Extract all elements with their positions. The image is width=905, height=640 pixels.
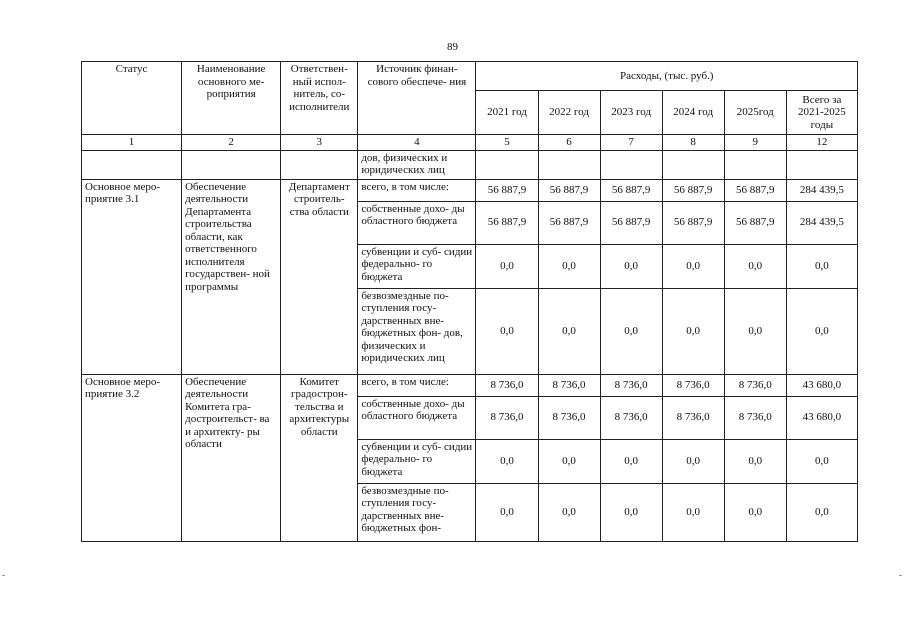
carryover-empty-cell [662,150,724,179]
carryover-empty-cell [600,150,662,179]
carryover-empty-cell [182,150,281,179]
year-value: 0,0 [662,244,724,288]
funding-source: безвозмездные по- ступления госу- дарственных вне- бюджетных фон- [358,483,476,541]
column-number: 9 [724,135,786,151]
carryover-row [82,150,858,179]
header-year-2024: 2024 год [662,91,724,135]
year-value: 56 887,9 [662,179,724,201]
year-value: 8 736,0 [662,396,724,439]
header-source: Источник финан- сового обеспече- ния [358,62,476,135]
measure-name: Обеспечение деятельности Комитета гра- достроительст- ва и архитекту- ры области [182,374,281,541]
funding-source: безвозмездные по- ступления госу- дарственных вне- бюджетных фон- дов, физических и юридических лиц [358,288,476,374]
year-value: 56 887,9 [476,201,538,244]
total-value: 0,0 [786,439,857,483]
year-value: 0,0 [662,288,724,374]
measure-status: Основное меро- приятие 3.2 [82,374,182,541]
column-number: 5 [476,135,538,151]
year-value: 0,0 [476,439,538,483]
year-value: 56 887,9 [600,179,662,201]
year-value: 0,0 [476,244,538,288]
column-number: 12 [786,135,857,151]
funding-source: собственные дохо- ды областного бюджета [358,201,476,244]
column-number: 1 [82,135,182,151]
year-value: 0,0 [538,439,600,483]
budget-table [81,61,858,542]
funding-source: субвенции и суб- сидии федерально- го бюджета [358,244,476,288]
header-row-1 [82,62,858,91]
year-value: 0,0 [538,288,600,374]
year-value: 0,0 [538,244,600,288]
column-number-row [82,135,858,151]
column-number: 3 [281,135,358,151]
funding-source: собственные дохо- ды областного бюджета [358,396,476,439]
carryover-empty-cell [281,150,358,179]
year-value: 0,0 [724,288,786,374]
scan-mark [899,575,902,576]
funding-source: субвенции и суб- сидии федерально- го бюджета [358,439,476,483]
total-value: 284 439,5 [786,179,857,201]
carryover-empty-cell [724,150,786,179]
year-value: 0,0 [476,288,538,374]
year-value: 56 887,9 [538,201,600,244]
funding-source: всего, в том числе: [358,179,476,201]
header-measure: Наименование основного ме- роприятия [182,62,281,135]
header-executor: Ответствен- ный испол- нитель, со- исполнители [281,62,358,135]
year-value: 56 887,9 [538,179,600,201]
scan-mark [2,575,5,576]
measure-executor: Департамент строитель- ства области [281,179,358,374]
carryover-source: дов, физических и юридических лиц [358,150,476,179]
year-value: 0,0 [724,483,786,541]
year-value: 0,0 [538,483,600,541]
year-value: 56 887,9 [476,179,538,201]
year-value: 56 887,9 [724,179,786,201]
carryover-empty-cell [786,150,857,179]
year-value: 8 736,0 [724,374,786,396]
measure-status: Основное меро- приятие 3.1 [82,179,182,374]
year-value: 0,0 [662,483,724,541]
column-number: 2 [182,135,281,151]
measure-executor: Комитет градострон- тельства и архитектуры области [281,374,358,541]
year-value: 0,0 [600,244,662,288]
header-expenses: Расходы, (тыс. руб.) [476,62,858,91]
header-total: Всего за 2021-2025 годы [786,91,857,135]
header-year-2025: 2025год [724,91,786,135]
total-value: 0,0 [786,288,857,374]
total-value: 43 680,0 [786,374,857,396]
total-value: 0,0 [786,483,857,541]
column-number: 6 [538,135,600,151]
column-number: 8 [662,135,724,151]
carryover-empty-cell [82,150,182,179]
total-value: 0,0 [786,244,857,288]
year-value: 8 736,0 [662,374,724,396]
year-value: 8 736,0 [538,374,600,396]
total-value: 43 680,0 [786,396,857,439]
header-year-2021: 2021 год [476,91,538,135]
year-value: 8 736,0 [476,396,538,439]
year-value: 0,0 [724,439,786,483]
year-value: 8 736,0 [724,396,786,439]
year-value: 8 736,0 [600,374,662,396]
year-value: 0,0 [476,483,538,541]
year-value: 0,0 [600,483,662,541]
year-value: 56 887,9 [600,201,662,244]
total-value: 284 439,5 [786,201,857,244]
carryover-empty-cell [538,150,600,179]
column-number: 7 [600,135,662,151]
carryover-empty-cell [476,150,538,179]
measure-name: Обеспечение деятельности Департамента строительства области, как ответственного исполнителя государствен- ной программы [182,179,281,374]
page-number: 89 [447,41,458,53]
header-year-2023: 2023 год [600,91,662,135]
funding-source: всего, в том числе: [358,374,476,396]
year-value: 8 736,0 [476,374,538,396]
section-1-row [82,179,858,201]
year-value: 0,0 [724,244,786,288]
year-value: 56 887,9 [724,201,786,244]
year-value: 0,0 [662,439,724,483]
year-value: 8 736,0 [538,396,600,439]
column-number: 4 [358,135,476,151]
header-status: Статус [82,62,182,135]
year-value: 8 736,0 [600,396,662,439]
year-value: 0,0 [600,288,662,374]
year-value: 0,0 [600,439,662,483]
header-year-2022: 2022 год [538,91,600,135]
year-value: 56 887,9 [662,201,724,244]
section-2-row [82,374,858,396]
